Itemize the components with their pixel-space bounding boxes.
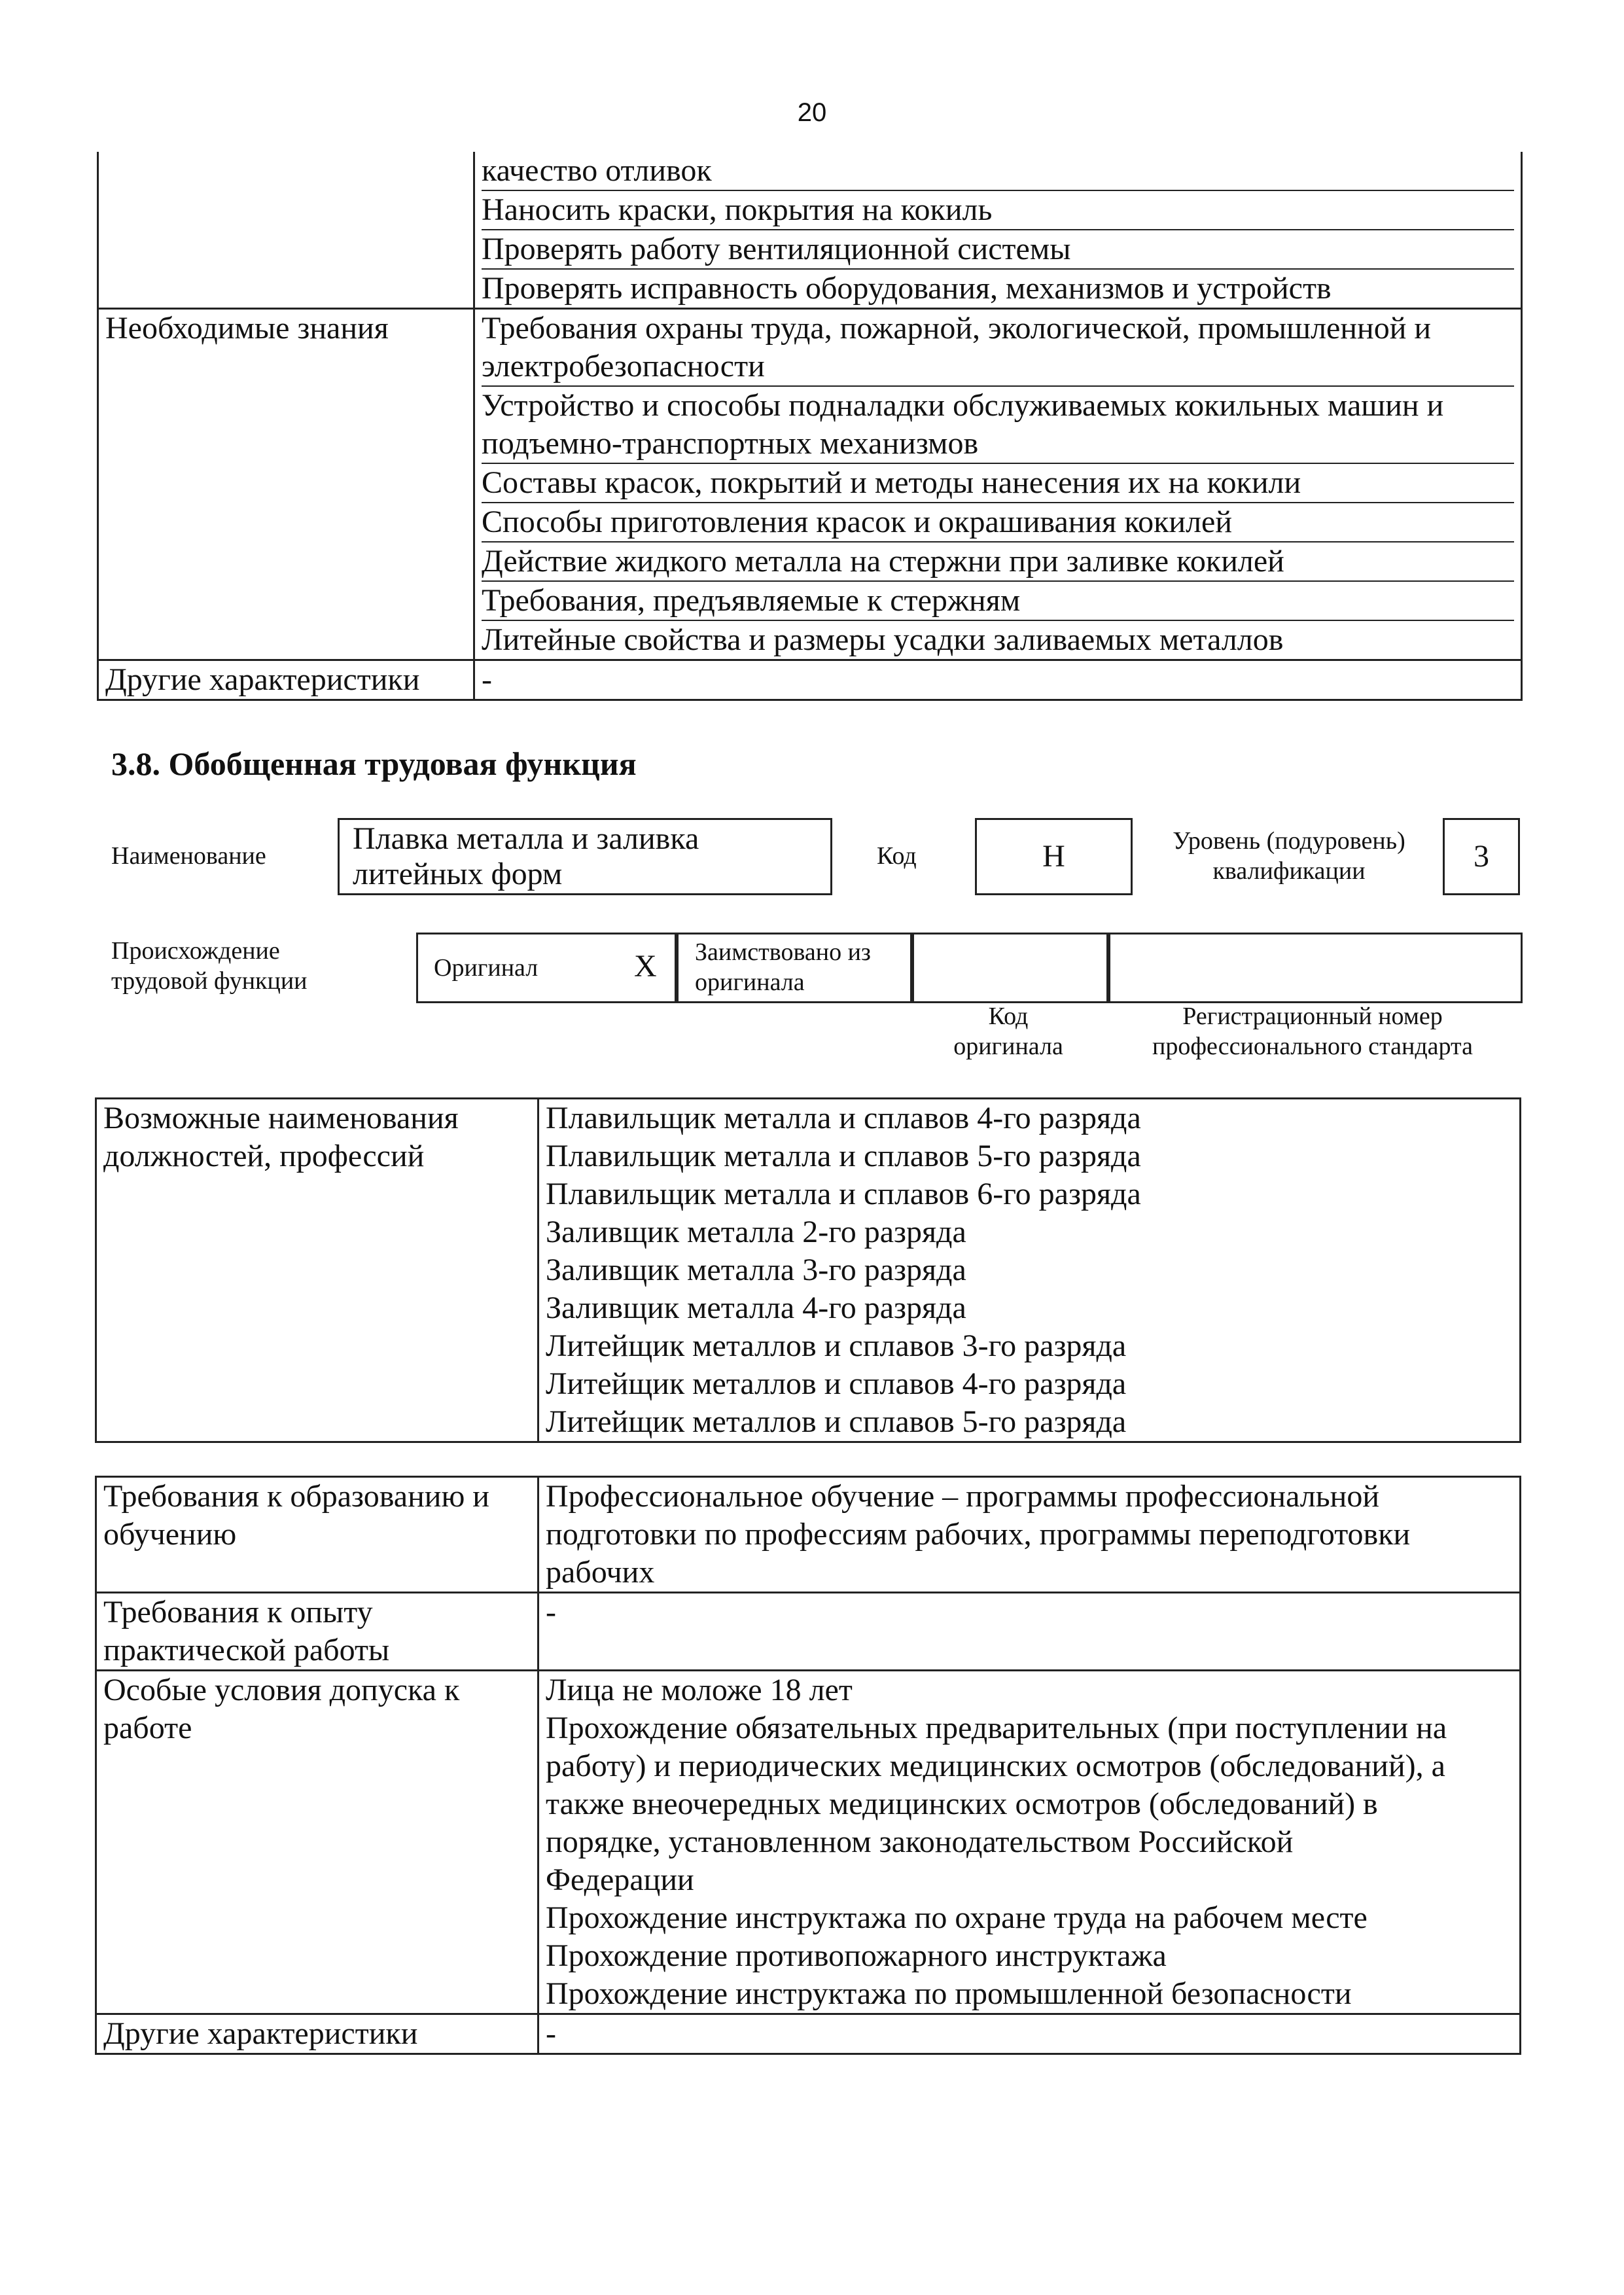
level-label-line1: Уровень (подуровень) [1173, 827, 1405, 855]
list-item: Действие жидкого металла на стержни при заливке кокилей [482, 543, 1514, 582]
text-line: Федерации [546, 1862, 694, 1897]
list-item: Требования, предъявляемые к стержням [482, 582, 1514, 621]
reg-number-caption [1106, 1001, 1519, 1061]
original-mark: X [634, 949, 657, 984]
other-characteristics-value: - [538, 2014, 1521, 2054]
experience-label [96, 1593, 538, 1671]
education-label-line2: обучению [103, 1517, 237, 1552]
positions-label-line1: Возможные наименования [103, 1101, 459, 1135]
other-characteristics-value: - [474, 660, 1522, 700]
experience-label-line2: практической работы [103, 1633, 390, 1667]
education-value [538, 1477, 1521, 1593]
level-value-box [1443, 818, 1520, 895]
list-item: Способы приготовления красок и окрашивания кокилей [482, 503, 1514, 543]
skills-cell [474, 152, 1522, 309]
text-line: Прохождение обязательных предварительных (при поступлении на [546, 1711, 1447, 1745]
table-row [96, 1593, 1521, 1671]
empty-label-cell [98, 152, 474, 309]
other-characteristics-label: Другие характеристики [98, 660, 474, 700]
text-line: Прохождение инструктажа по охране труда на рабочем месте [546, 1900, 1368, 1935]
positions-label-line2: должностей, профессий [103, 1139, 425, 1173]
origin-label [111, 936, 308, 996]
requirements-table [95, 1476, 1521, 2055]
text-line: рабочих [546, 1555, 655, 1590]
list-item: Плавильщик металла и сплавов 4-го разряда [546, 1101, 1141, 1135]
list-item: Заливщик металла 4-го разряда [546, 1290, 966, 1325]
list-item: качество отливок [482, 152, 1514, 191]
list-item: Проверять исправность оборудования, механизмов и устройств [482, 271, 1332, 306]
admission-label [96, 1671, 538, 2014]
experience-label-line1: Требования к опыту [103, 1595, 373, 1629]
reg-number-caption-line2: профессионального стандарта [1152, 1033, 1473, 1060]
list-item: Заливщик металла 3-го разряда [546, 1253, 966, 1287]
positions-list [538, 1099, 1521, 1442]
original-code-caption-line1: Код [988, 1003, 1029, 1030]
text-line: работу) и периодических медицинских осмотров (обследований), а [546, 1749, 1445, 1783]
text-line: также внеочередных медицинских осмотров (обследований) в [546, 1787, 1378, 1821]
origin-code-box [910, 933, 1110, 1003]
level-label [1139, 826, 1439, 886]
list-item: Составы красок, покрытий и методы нанесения их на кокили [482, 464, 1514, 503]
original-label: Оригинал [434, 954, 538, 982]
table-row [98, 309, 1522, 660]
positions-label [96, 1099, 538, 1442]
list-item: Заливщик металла 2-го разряда [546, 1215, 966, 1249]
experience-value: - [538, 1593, 1521, 1671]
section-title: 3.8. Обобщенная трудовая функция [111, 745, 637, 782]
function-name-box [338, 818, 832, 895]
list-item: Проверять работу вентиляционной системы [482, 230, 1514, 270]
text-line: Прохождение противопожарного инструктажа [546, 1938, 1167, 1973]
origin-original-box [416, 933, 679, 1003]
level-value: 3 [1474, 839, 1489, 874]
origin-borrowed-box [675, 933, 914, 1003]
text-line: Прохождение инструктажа по промышленной безопасности [546, 1976, 1352, 2011]
list-item: Наносить краски, покрытия на кокиль [482, 191, 1514, 230]
admission-label-line1: Особые условия допуска к [103, 1673, 460, 1707]
text-line: порядке, установленном законодательством Российской [546, 1824, 1294, 1859]
list-item: Устройство и способы подналадки обслуживаемых кокильных машин и подъемно-транспортных механизмов [482, 387, 1514, 464]
origin-reg-number-box [1106, 933, 1523, 1003]
borrowed-label-line1: Заимствовано из [695, 938, 871, 966]
text-line: Профессиональное обучение – программы профессиональной [546, 1479, 1380, 1514]
admission-value [538, 1671, 1521, 2014]
knowledge-label: Необходимые знания [98, 309, 474, 660]
function-name-line2: литейных форм [353, 857, 563, 891]
list-item: Литейщик металлов и сплавов 5-го разряда [546, 1404, 1127, 1439]
code-value-box [975, 818, 1133, 895]
table-row [98, 152, 1522, 309]
education-label-line1: Требования к образованию и [103, 1479, 489, 1514]
function-name-line1: Плавка металла и заливка [353, 821, 699, 856]
code-label: Код [877, 842, 917, 870]
text-line: подготовки по профессиям рабочих, программы переподготовки [546, 1517, 1411, 1552]
code-value: H [1042, 839, 1065, 874]
table-row [96, 2014, 1521, 2054]
list-item: Литейщик металлов и сплавов 4-го разряда [546, 1366, 1127, 1401]
list-item: Требования охраны труда, пожарной, экологической, промышленной и электробезопасности [482, 310, 1514, 387]
list-item: Литейщик металлов и сплавов 3-го разряда [546, 1328, 1127, 1363]
borrowed-label-line2: оригинала [695, 969, 805, 996]
list-item: Плавильщик металла и сплавов 5-го разряда [546, 1139, 1141, 1173]
table-row [96, 1099, 1521, 1442]
table-row [96, 1671, 1521, 2014]
origin-label-line1: Происхождение [111, 937, 280, 965]
text-line: Лица не моложе 18 лет [546, 1673, 853, 1707]
knowledge-cell [474, 309, 1522, 660]
name-label: Наименование [111, 842, 266, 870]
other-characteristics-label: Другие характеристики [96, 2014, 538, 2054]
original-code-caption-line2: оригинала [953, 1033, 1063, 1060]
level-label-line2: квалификации [1212, 857, 1366, 885]
list-item: Литейные свойства и размеры усадки заливаемых металлов [482, 622, 1284, 657]
list-item: Плавильщик металла и сплавов 6-го разряда [546, 1177, 1141, 1211]
table-row [96, 1477, 1521, 1593]
positions-table [95, 1097, 1521, 1443]
original-code-caption [910, 1001, 1106, 1061]
skills-knowledge-table [97, 152, 1523, 701]
admission-label-line2: работе [103, 1711, 192, 1745]
page-number: 20 [797, 98, 827, 127]
reg-number-caption-line1: Регистрационный номер [1182, 1003, 1443, 1030]
table-row [98, 660, 1522, 700]
education-label [96, 1477, 538, 1593]
origin-label-line2: трудовой функции [111, 967, 308, 995]
